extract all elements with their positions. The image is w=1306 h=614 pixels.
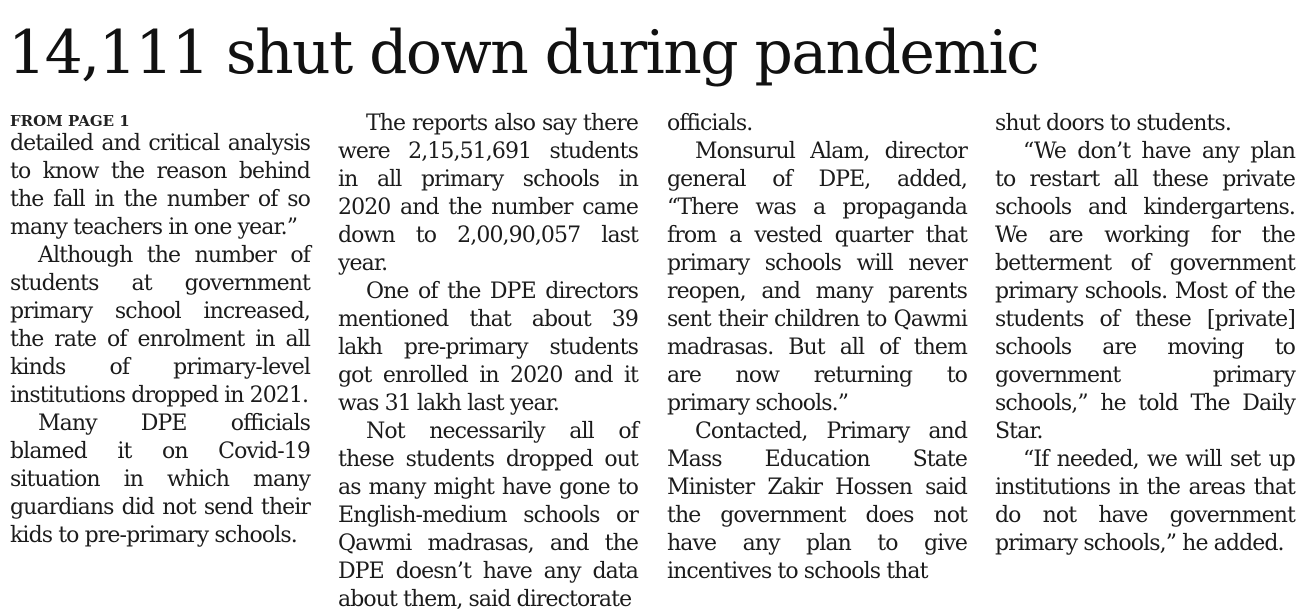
paragraph: The reports also say there were 2,15,51,691 students in all primary schools in 2020 and the number came down to 2,00,90,057 last year. — [338, 111, 638, 276]
paragraph: detailed and critical analysis to know the reason behind the fall in the number of so many teachers in one year.” — [10, 131, 310, 240]
paragraph: Not necessarily all of these students dropped out as many might have gone to English-medium schools or Qawmi madrasas, and the DPE doesn’t have any data about them, said directorate — [338, 419, 638, 612]
paragraph: “If needed, we will set up institutions in the areas that do not have government primary schools,” he added. — [995, 447, 1295, 556]
paragraph: Contacted, Primary and Mass Education State Minister Zakir Hossen said the government does not have any plan to give incentives to schools that — [667, 419, 967, 584]
article-column-3 — [667, 110, 967, 586]
paragraph: One of the DPE directors mentioned that about 39 lakh pre-primary students got enrolled in 2020 and it was 31 lakh last year. — [338, 279, 638, 416]
paragraph: Although the number of students at government primary school increased, the rate of enrolment in all kinds of primary-level institutions dropped in 2021. — [10, 243, 310, 408]
paragraph: officials. — [667, 111, 753, 136]
paragraph: Many DPE officials blamed it on Covid-19 situation in which many guardians did not send their kids to pre-primary schools. — [10, 411, 310, 548]
article-column-1 — [10, 110, 310, 550]
kicker-from-page: FROM PAGE 1 — [10, 112, 130, 130]
article-column-4 — [995, 110, 1295, 558]
paragraph: “We don’t have any plan to restart all these private schools and kindergartens. We are working for the betterment of government primary schools. Most of the students of these [private] schools are moving to government primary schools,” he told The Daily Star. — [995, 139, 1295, 444]
paragraph: Monsurul Alam, director general of DPE, added, “There was a propaganda from a vested quarter that primary schools will never reopen, and many parents sent their children to Qawmi madrasas. But all of them are now returning to primary schools.” — [667, 139, 967, 416]
headline: 14,111 shut down during pandemic — [8, 18, 1039, 88]
paragraph: shut doors to students. — [995, 111, 1231, 136]
article-column-2 — [338, 110, 638, 614]
